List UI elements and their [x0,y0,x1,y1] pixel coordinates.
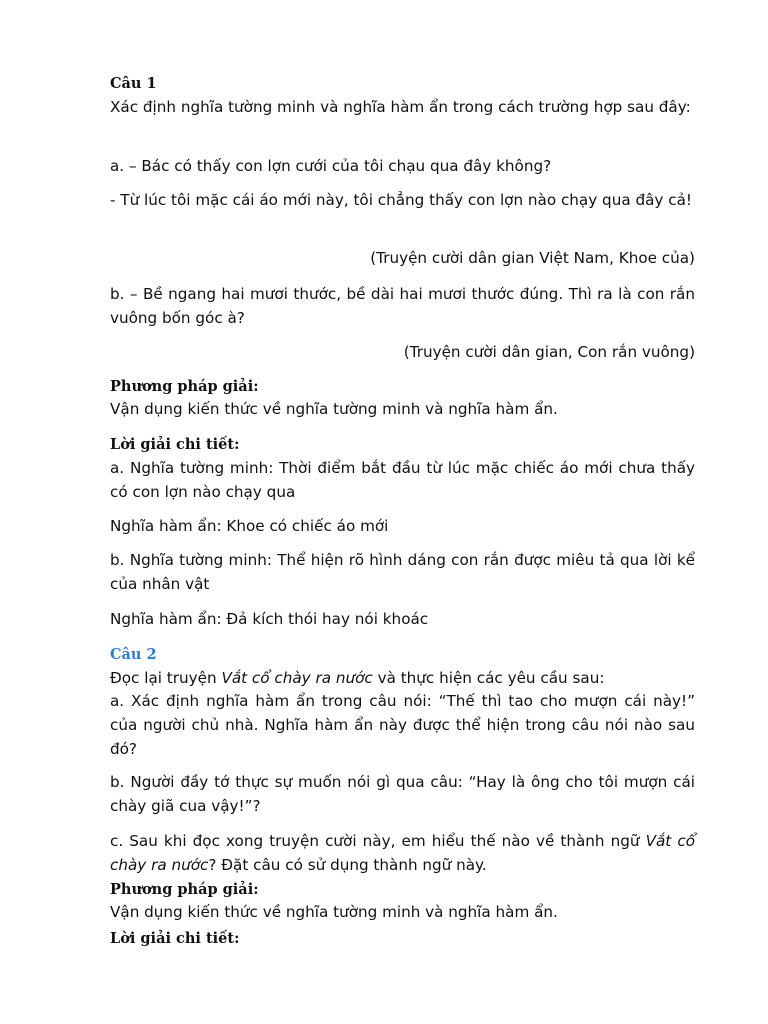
q2-c-idiom: Vắt cổ chày ra nước [110,832,695,874]
q1-sol-b-implicit: Nghĩa hàm ẩn: Đả kích thói hay nói khoác [110,610,429,628]
q2-b-text: b. Người đầy tớ thực sự muốn nói gì qua câu: “Hay là ông cho tôi mượn cái chày giã cua vậy!”? [110,773,695,815]
q1-sol-a-implicit: Nghĩa hàm ẩn: Khoe có chiếc áo mới [110,517,389,535]
q2-heading: Câu 2 [110,646,157,663]
q2-method-text: Vận dụng kiến thức về nghĩa tường minh và nghĩa hàm ẩn. [110,903,558,921]
q2-solution-heading: Lời giải chi tiết: [110,930,240,947]
q1-sol-a-explicit: a. Nghĩa tường minh: Thời điểm bắt đầu từ lúc mặc chiếc áo mới chưa thấy có con lợn nào chạy qua [110,459,695,501]
q1-a-line2: - Từ lúc tôi mặc cái áo mới này, tôi chẳng thấy con lợn nào chạy qua đây cả! [110,191,692,209]
q1-b-text: b. – Bề ngang hai mươi thước, bề dài hai mươi thước đúng. Thì ra là con rắn vuông bốn góc à? [110,285,695,327]
q2-intro [110,666,695,690]
q2-method-heading: Phương pháp giải: [110,881,259,898]
q1-prompt: Xác định nghĩa tường minh và nghĩa hàm ẩn trong cách trường hợp sau đây: [110,98,691,116]
q2-intro-before: Đọc lại truyện [110,669,222,687]
q2-intro-after: và thực hiện các yêu cầu sau: [372,669,605,687]
q1-solution-heading: Lời giải chi tiết: [110,436,240,453]
q2-c-text [110,829,695,877]
q2-c-before: c. Sau khi đọc xong truyện cười này, em hiểu thế nào về thành ngữ [110,832,646,850]
q1-sol-b-explicit: b. Nghĩa tường minh: Thể hiện rõ hình dáng con rắn được miêu tả qua lời kể của nhân vật [110,551,695,593]
q1-heading: Câu 1 [110,75,157,92]
q2-a-text: a. Xác định nghĩa hàm ẩn trong câu nói: “Thế thì tao cho mượn cái này!” của người chủ nhà. Nghĩa hàm ẩn này được thể hiện trong câu nói nào sau đó? [110,692,695,758]
q1-method-text: Vận dụng kiến thức về nghĩa tường minh và nghĩa hàm ẩn. [110,400,558,418]
q2-c-after: ? Đặt câu có sử dụng thành ngữ này. [208,856,487,874]
q1-method-heading: Phương pháp giải: [110,378,259,395]
q1-a-source: (Truyện cười dân gian Việt Nam, Khoe của) [370,249,695,267]
q1-a-line1: a. – Bác có thấy con lợn cưới của tôi chạu qua đây không? [110,157,552,175]
q2-story-title: Vắt cổ chày ra nước [221,669,373,687]
q1-b-source: (Truyện cười dân gian, Con rắn vuông) [403,343,695,361]
